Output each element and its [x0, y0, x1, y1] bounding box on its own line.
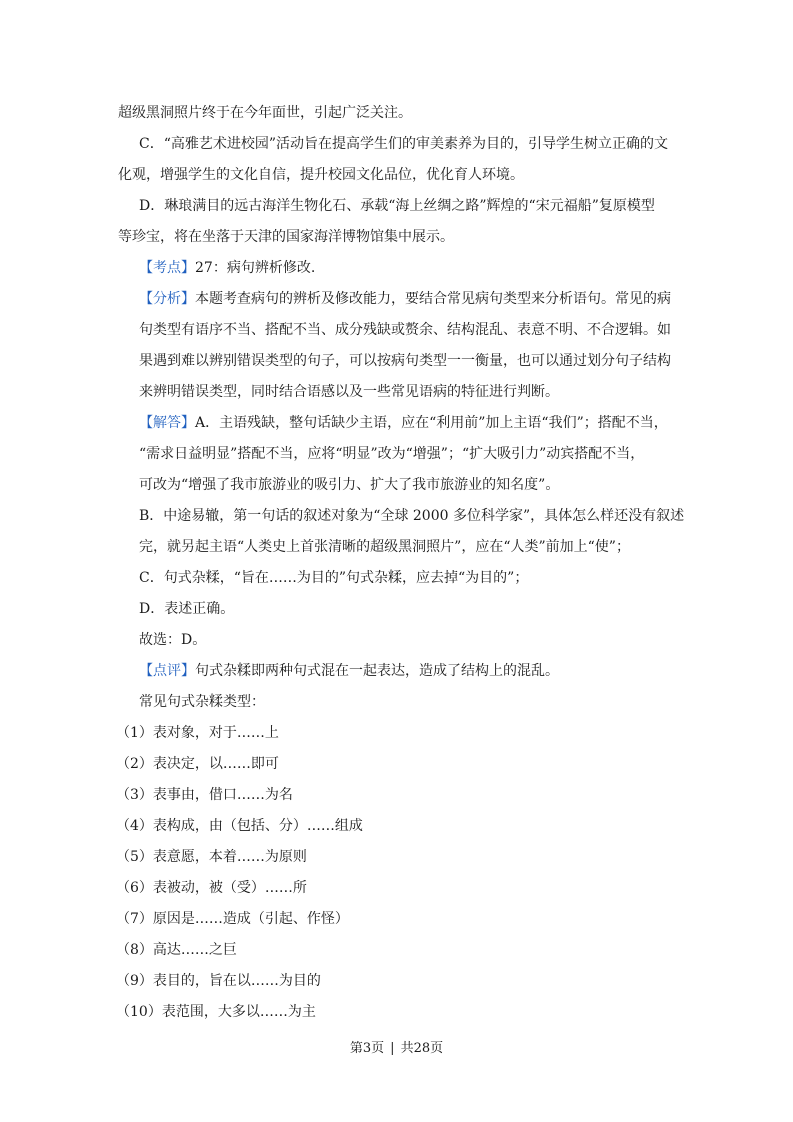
option-c-line-2: 化观，增强学生的文化自信，提升校园文化品位，优化育人环境。 [118, 167, 524, 183]
answer-line: 故选：D。 [139, 632, 207, 648]
kaodian-section [139, 258, 315, 278]
list-item: （10）表范围，大多以……为主 [116, 1004, 316, 1020]
page-number: 第3页 [349, 1041, 385, 1056]
list-item: （3）表事由，借口……为名 [116, 787, 293, 803]
list-item: （1）表对象，对于……上 [116, 725, 279, 741]
list-item: （4）表构成，由（包括、分）……组成 [116, 818, 363, 834]
option-d-line-2: 等珍宝，将在坐落于天津的国家海洋博物馆集中展示。 [118, 229, 454, 245]
dianping-line [139, 661, 559, 681]
dianping-text: 句式杂糅即两种句式混在一起表达，造成了结构上的混乱。 [195, 663, 559, 679]
jieda-line-c: C．句式杂糅，“旨在……为目的”句式杂糅，应去掉“为目的”； [139, 570, 529, 586]
fenxi-line-1 [139, 289, 671, 309]
list-item: （8）高达……之巨 [116, 942, 237, 958]
list-item: （7）原因是……造成（引起、作怪） [116, 911, 349, 927]
page-total: 共28页 [400, 1041, 444, 1056]
option-c-line-1: C．“高雅艺术进校园”活动旨在提高学生们的审美素养为目的，引导学生树立正确的文 [139, 136, 669, 152]
paragraph-line: 超级黑洞照片终于在今年面世，引起广泛关注。 [118, 105, 412, 121]
page-footer [0, 1040, 793, 1058]
footer-separator: | [390, 1041, 395, 1056]
list-item: （9）表目的，旨在以……为目的 [116, 973, 321, 989]
fenxi-line-2: 句类型有语序不当、搭配不当、成分残缺或赘余、结构混乱、表意不明、不合逻辑。如 [139, 322, 671, 338]
kaodian-tag: 【考点】 [139, 260, 195, 276]
list-item: （2）表决定，以……即可 [116, 756, 279, 772]
jieda-tag: 【解答】 [139, 415, 195, 431]
dianping-subtitle: 常见句式杂糅类型： [139, 694, 265, 710]
kaodian-text: 27：病句辨析修改. [195, 260, 316, 276]
jieda-line-a3: 可改为“增强了我市旅游业的吸引力、扩大了我市旅游业的知名度”。 [139, 477, 560, 493]
dianping-tag: 【点评】 [139, 663, 195, 679]
fenxi-tag: 【分析】 [139, 291, 195, 307]
list-item: （6）表被动，被（受）……所 [116, 880, 307, 896]
jieda-text: A．主语残缺，整句话缺少主语，应在“利用前”加上主语“我们”；搭配不当， [195, 415, 668, 431]
fenxi-line-3: 果遇到难以辨别错误类型的句子，可以按病句类型一一衡量，也可以通过划分句子结构 [139, 353, 671, 369]
jieda-line-b1: B．中途易辙，第一句话的叙述对象为“全球 2000 多位科学家”，具体怎么样还没有叙述 [139, 508, 685, 524]
jieda-line-a1 [139, 413, 668, 433]
jieda-line-a2: “需求日益明显”搭配不当，应将“明显”改为“增强”；“扩大吸引力”动宾搭配不当， [139, 446, 645, 462]
fenxi-line-4: 来辨明错误类型，同时结合语感以及一些常见语病的特征进行判断。 [139, 384, 559, 400]
jieda-line-b2: 完，就另起主语“人类史上首张清晰的超级黑洞照片”，应在“人类”前加上“使”； [139, 539, 630, 555]
jieda-line-d: D．表述正确。 [139, 601, 235, 617]
list-item: （5）表意愿，本着……为原则 [116, 849, 307, 865]
option-d-line-1: D．琳琅满目的远古海洋生物化石、承载“海上丝绸之路”辉煌的“宋元福船”复原模型 [139, 198, 655, 214]
fenxi-text: 本题考查病句的辨析及修改能力，要结合常见病句类型来分析语句。常见的病 [195, 291, 671, 307]
